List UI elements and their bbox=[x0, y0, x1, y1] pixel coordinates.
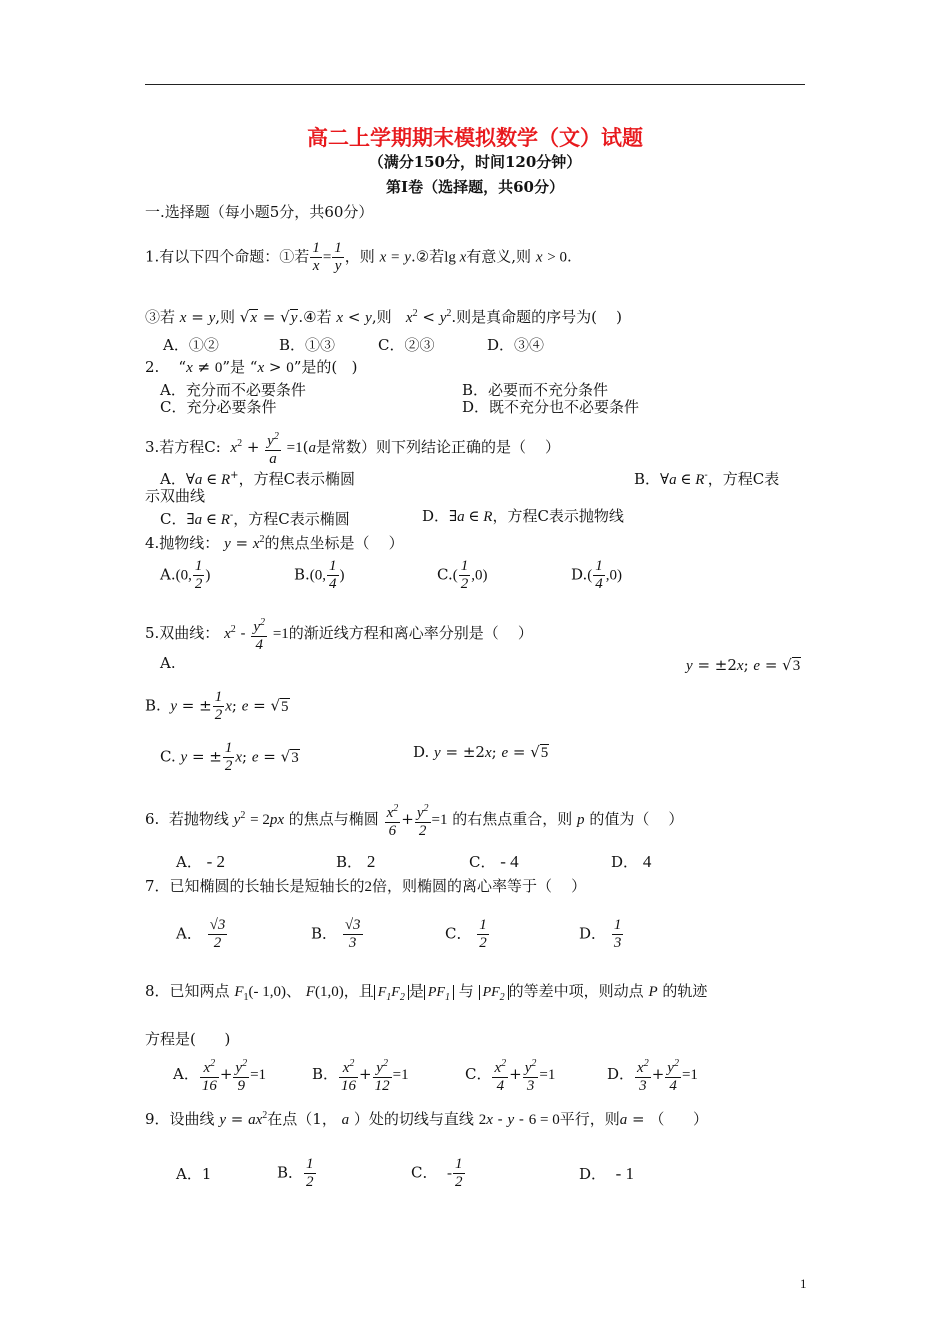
header-rule bbox=[145, 84, 805, 85]
question-6-stem: 6. 若抛物线 $y^2 = 2px$ 的焦点与椭圆 $\frac{x^2}{6}$ + $\frac{y^2}{2}$ =1 的右焦点重合，则 p 的值为（ ） bbox=[145, 800, 683, 840]
question-8-option-b: B． $\frac{x^2}{16}$ + $\frac{y^2}{12}$ =1 bbox=[312, 1055, 409, 1095]
question-3-option-c: C．∃a ∈ R-，方程C表示椭圆 bbox=[160, 510, 350, 528]
question-8-option-d: D． $\frac{x^2}{3}$ + $\frac{y^2}{4}$ =1 bbox=[607, 1055, 698, 1095]
question-9-option-b: B． $\frac{1}{2}$ bbox=[277, 1156, 314, 1190]
part-title: 第Ⅰ卷（选择题，共60分） bbox=[386, 178, 564, 196]
page-number: 1 bbox=[800, 1276, 807, 1291]
question-9-option-a: A．1 bbox=[176, 1165, 212, 1183]
section-title: 一.选择题（每小题5分，共60分） bbox=[145, 203, 374, 221]
question-6-option-c: C． - 4 bbox=[469, 852, 519, 871]
question-3-stem: 3.若方程C: $x^2$ + $\frac{y^2}{a}$ =1(a是常数）则下列结论正确的是（ ） bbox=[145, 428, 560, 468]
question-2-option-b: B．必要而不充分条件 bbox=[462, 381, 609, 399]
question-5-option-b: B. y = ± $\frac{1}{2}$ x; e = √5 bbox=[145, 689, 289, 723]
question-4-stem: 4.抛物线： $y = x^2$的焦点坐标是（ ） bbox=[145, 534, 404, 552]
question-7-stem: 7．已知椭圆的长轴长是短轴长的2倍，则椭圆的离心率等于（ ） bbox=[145, 877, 587, 895]
question-5-option-a: A. bbox=[160, 654, 176, 672]
question-1-option-b: B．①③ bbox=[279, 336, 336, 354]
question-1-option-c: C．②③ bbox=[378, 336, 435, 354]
question-3-option-d: D．∃a ∈ R，方程C表示抛物线 bbox=[422, 507, 624, 525]
question-4-option-a: A.(0, $\frac{1}{2}$ ) bbox=[160, 558, 211, 592]
question-2-option-c: C．充分必要条件 bbox=[160, 398, 277, 416]
question-7-option-b: B． $\frac{√3}{3}$ bbox=[311, 917, 361, 951]
question-9-stem: 9．设曲线 $y = ax^2$在点（1， a ）处的切线与直线 2x - y - 6 = 0平行，则a = （ ） bbox=[145, 1110, 708, 1128]
question-8-stem: 8．已知两点 $F_1(-$ 1,0)、 F(1,0)，且 $F_1F_2$ 是 $PF_1$ 与 $PF_2$ 的等差中项，则动点 P 的轨迹 bbox=[145, 982, 708, 1003]
question-2-stem: 2. “x ≠ 0”是 “x > 0”是的( ) bbox=[145, 358, 358, 376]
question-4-option-b: B.(0, $\frac{1}{4}$ ) bbox=[294, 558, 345, 592]
question-4-option-c: C.( $\frac{1}{2}$ ,0) bbox=[437, 558, 488, 592]
question-9-option-c: C． - $\frac{1}{2}$ bbox=[411, 1156, 463, 1190]
question-7-option-c: C． $\frac{1}{2}$ bbox=[445, 917, 487, 951]
question-6-option-a: A． - 2 bbox=[176, 852, 226, 871]
question-2-option-d: D．既不充分也不必要条件 bbox=[462, 398, 640, 416]
question-6-option-b: B． 2 bbox=[336, 852, 376, 871]
question-5-option-a-formula: y = ±2x; e = √3 bbox=[686, 656, 801, 674]
question-8-option-c: C． $\frac{x^2}{4}$ + $\frac{y^2}{3}$ =1 bbox=[465, 1055, 555, 1095]
question-9-option-d: D． - 1 bbox=[579, 1164, 634, 1183]
question-5-option-c: C. y = ± $\frac{1}{2}$ x; e = √3 bbox=[160, 740, 299, 774]
question-5-stem: 5.双曲线： $x^2$ - $\frac{y^2}{4}$ =1的渐近线方程和离心率分别是（ ） bbox=[145, 614, 533, 654]
question-8-stem-wrap: 方程是( ) bbox=[145, 1030, 231, 1048]
question-1-option-d: D．③④ bbox=[487, 336, 545, 354]
question-8-option-a: A． $\frac{x^2}{16}$ + $\frac{y^2}{9}$ =1 bbox=[173, 1055, 266, 1095]
question-5-option-d: D. y = ±2x; e = √5 bbox=[413, 743, 549, 761]
question-1-option-a: A．①② bbox=[163, 336, 219, 354]
question-1-line-2: ③若 x = y,则 √x = √y.④若 x < y,则 $x^2 < y^2$.则是真命题的序号为( ) bbox=[145, 308, 622, 326]
exam-info: （满分150分，时间120分钟） bbox=[368, 153, 582, 171]
question-7-option-d: D． $\frac{1}{3}$ bbox=[579, 917, 622, 951]
question-6-option-d: D． 4 bbox=[611, 852, 652, 871]
page-title: 高二上学期期末模拟数学（文）试题 bbox=[307, 125, 643, 150]
question-1-line-1: 1.有以下四个命题：①若 $\frac{1}{x}$ = $\frac{1}{y}$ ，则 x = y.②若lg x有意义,则 x > 0. bbox=[145, 240, 572, 274]
question-3-option-b-wrap: 示双曲线 bbox=[145, 487, 206, 505]
question-3-option-a: A．∀a ∈ R+，方程C表示椭圆 bbox=[160, 470, 356, 488]
question-4-option-d: D.( $\frac{1}{4}$ ,0) bbox=[571, 558, 623, 592]
question-2-option-a: A．充分而不必要条件 bbox=[160, 381, 306, 399]
question-3-option-b: B．∀a ∈ R-，方程C表 bbox=[634, 470, 780, 488]
question-7-option-a: A． $\frac{√3}{2}$ bbox=[176, 917, 226, 951]
